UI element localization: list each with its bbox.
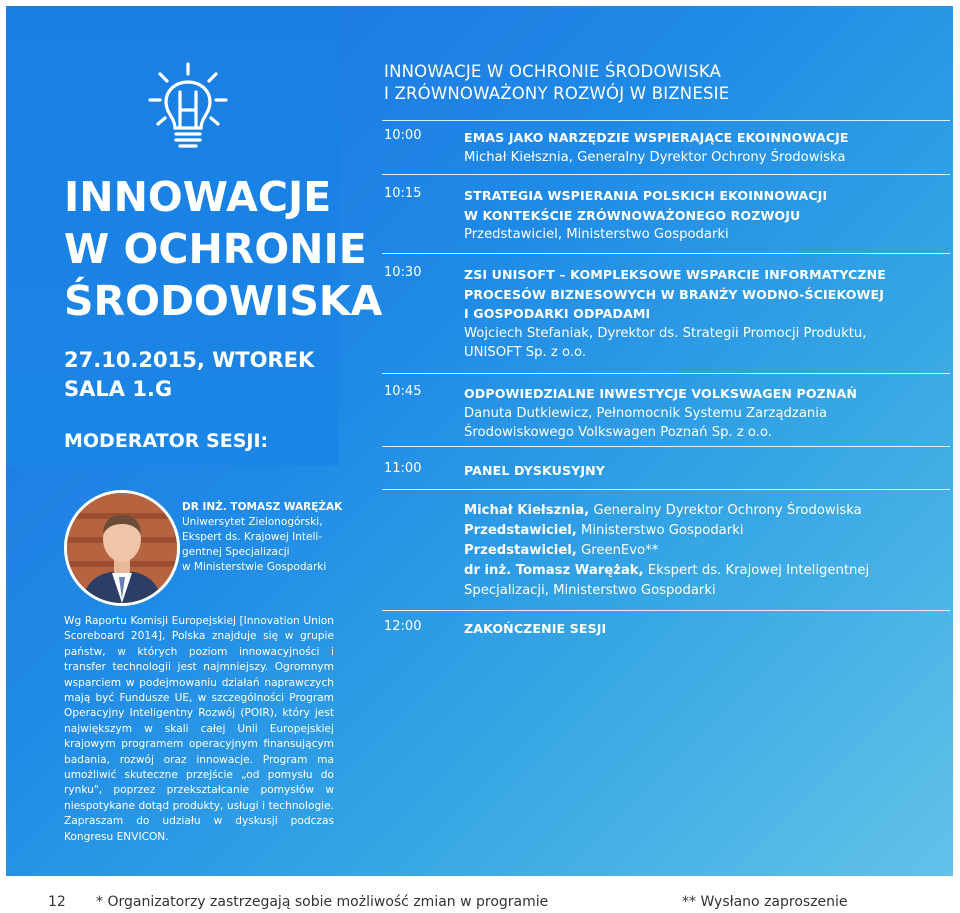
agenda-speaker: Wojciech Stefaniak, Dyrektor ds. Strategii Promocji Produktu, (464, 325, 867, 341)
panelist (464, 561, 924, 581)
panelist (464, 501, 924, 521)
panelist-name: Przedstawiciel, (464, 523, 577, 538)
divider (382, 120, 950, 121)
agenda-time: 10:15 (384, 186, 422, 201)
panelist-name: dr inż. Tomasz Warężak, (464, 563, 644, 578)
agenda-speaker: Michał Kiełsznia, Generalny Dyrektor Ochrony Środowiska (464, 149, 846, 165)
lightbulb-icon (148, 62, 228, 154)
agenda-headline: PANEL DYSKUSYJNY (464, 463, 605, 478)
divider (382, 373, 950, 374)
agenda-headline: ZAKOŃCZENIE SESJI (464, 621, 607, 636)
left-title-box (6, 6, 383, 466)
agenda-speaker: Danuta Dutkiewicz, Pełnomocnik Systemu Zarządzania (464, 405, 828, 421)
session-title-line-2: I ZRÓWNOWAŻONY ROZWÓJ W BIZNESIE (384, 84, 730, 103)
session-room: SALA 1.G (64, 377, 173, 401)
agenda-speaker: UNISOFT Sp. z o.o. (464, 345, 587, 360)
section-title (64, 171, 382, 327)
footnote-changes: * Organizatorzy zastrzegają sobie możliwość zmian w programie (96, 894, 549, 910)
agenda-headline: ZSI UNISOFT – KOMPLEKSOWE WSPARCIE INFORMATYCZNE (464, 267, 886, 282)
agenda-time: 10:45 (384, 384, 422, 399)
panelist-role: Ekspert ds. Krajowej Inteligentnej (643, 563, 870, 578)
moderator-line: Ekspert ds. Krajowej Inteli- (182, 531, 323, 543)
date-block (64, 346, 314, 404)
panelist-name: Przedstawiciel, (464, 543, 577, 558)
title-line-1: INNOWACJE (64, 173, 332, 221)
panelist (464, 581, 924, 601)
agenda-headline: I GOSPODARKI ODPADAMI (464, 306, 651, 321)
panelist-role: Ministerstwo Gospodarki (576, 523, 744, 538)
panelist-role: Specjalizacji, Ministerstwo Gospodarki (464, 583, 716, 598)
panelist-name: Michał Kiełsznia, (464, 503, 590, 518)
divider (382, 174, 950, 175)
panelist-role: Generalny Dyrektor Ochrony Środowiska (589, 503, 862, 518)
panelist (464, 521, 924, 541)
title-line-2: W OCHRONIE (64, 225, 367, 273)
moderator-name: DR INŻ. TOMASZ WARĘŻAK (182, 501, 343, 513)
agenda-headline: W KONTEKŚCIE ZRÓWNOWAŻONEGO ROZWOJU (464, 207, 801, 223)
session-description: Wg Raportu Komisji Europejskiej [Innovation Union Scoreboard 2014], Polska znajduje się w grupie państw, w których poziom innowacyjności i transfer technologii jest najmniejszy. Ogromnym wsparciem w podejmowaniu działań naprawczych mają być Fundusze UE, w szczególności Program Operacyjny Inteligentny Rozwój (POIR), który jest największym w skali całej Unii Europejskiej krajowym programem operacyjnym finansującym badania, rozwój oraz innowacje. Program ma umożliwić skuteczne przejście „od pomysłu do rynku", poprzez przekształcanie pomysłów w niespotykane dotąd produkty, usługi i technologie. Zapraszam do udziału w dyskusji podczas Kongresu ENVICON. (64, 615, 334, 843)
session-title-line-1: INNOWACJE W OCHRONIE ŚRODOWISKA (384, 62, 722, 81)
divider (382, 446, 950, 447)
panelist-list (464, 501, 924, 601)
agenda-headline: EMAS JAKO NARZĘDZIE WSPIERAJĄCE EKOINNOWACJE (464, 130, 849, 145)
agenda-headline: STRATEGIA WSPIERANIA POLSKICH EKOINNOWACJI (464, 188, 828, 203)
session-date: 27.10.2015, WTOREK (64, 348, 315, 372)
panelist (464, 541, 924, 561)
moderator-label: MODERATOR SESJI: (64, 430, 269, 452)
agenda-time: 11:00 (384, 461, 422, 476)
divider (382, 253, 950, 254)
moderator-line: w Ministerstwie Gospodarki (182, 561, 327, 573)
divider (382, 489, 950, 490)
agenda-speaker: Przedstawiciel, Ministerstwo Gospodarki (464, 227, 729, 242)
agenda-headline: PROCESÓW BIZNESOWYCH W BRANŻY WODNO-ŚCIEKOWEJ (464, 286, 885, 302)
title-line-3: ŚRODOWISKA (64, 277, 383, 325)
moderator-line: gentnej Specjalizacji (182, 546, 290, 558)
agenda-headline: ODPOWIEDZIALNE INWESTYCJE VOLKSWAGEN POZNAŃ (464, 386, 858, 401)
session-title (384, 61, 729, 105)
moderator-avatar (64, 490, 180, 606)
footnote-invitation: ** Wysłano zaproszenie (682, 894, 848, 910)
agenda-time: 10:00 (384, 128, 422, 143)
page-number: 12 (48, 894, 66, 910)
session-panel (6, 6, 953, 876)
page-footer (0, 876, 960, 913)
moderator-line: Uniwersytet Zielonogórski, (182, 516, 323, 528)
moderator-photo (67, 493, 177, 603)
panelist-role: GreenEvo** (576, 543, 659, 558)
agenda-time: 10:30 (384, 265, 422, 280)
agenda-speaker: Środowiskowego Volkswagen Poznań Sp. z o.o. (464, 425, 772, 440)
divider (382, 610, 950, 611)
moderator-info (182, 500, 342, 575)
agenda-time: 12:00 (384, 619, 422, 634)
